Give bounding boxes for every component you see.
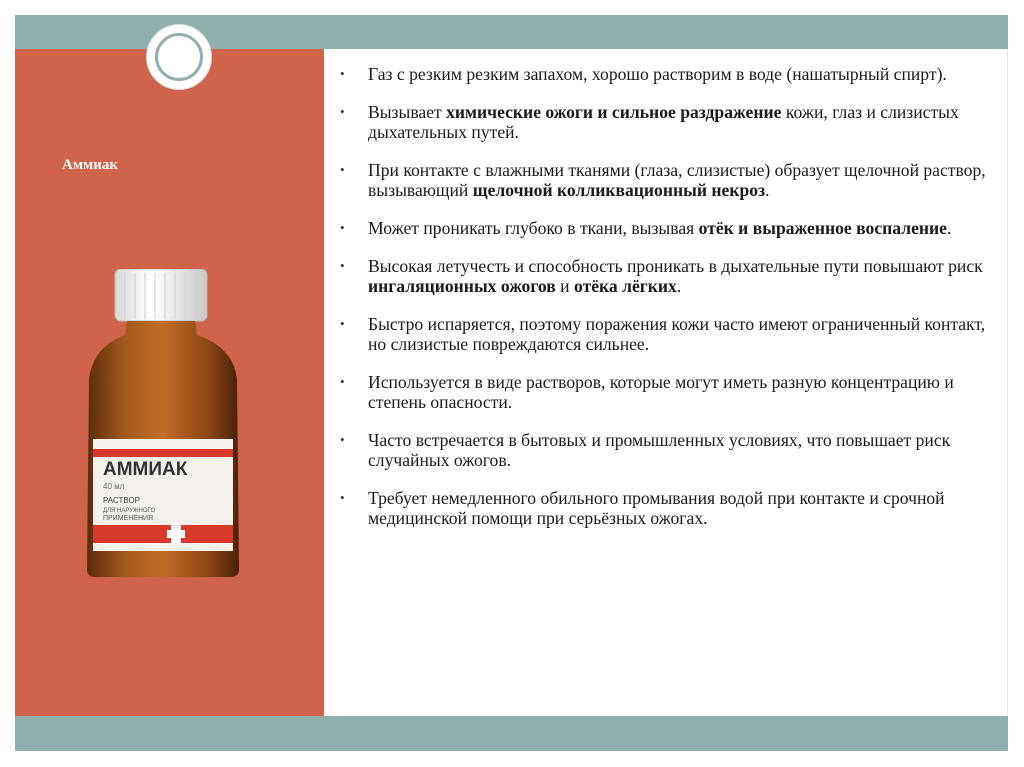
ammonia-bottle-image — [83, 269, 243, 579]
bullet-marker: • — [340, 490, 345, 505]
bottle-label-volume: 40 мл — [103, 482, 125, 491]
bullet-item — [340, 488, 1000, 528]
bullet-marker: • — [340, 66, 345, 81]
bullet-text: Быстро испаряется, поэтому поражения кожи часто имеют ограниченный контакт, но слизистые повреждаются сильнее. — [368, 314, 986, 354]
bullet-item — [340, 160, 1000, 200]
bullet-item — [340, 372, 1000, 412]
bullet-bold-text: ингаляционных ожогов — [368, 276, 556, 296]
bullet-text: Газ с резким резким запахом, хорошо растворим в воде (нашатырный спирт). — [368, 64, 947, 84]
bottle-label-line1: РАСТВОР — [103, 496, 140, 505]
bullet-marker: • — [340, 258, 345, 273]
bullet-item — [340, 314, 1000, 354]
bullet-text: . — [676, 276, 682, 296]
bullet-item — [340, 64, 1000, 84]
bullet-text: Используется в виде растворов, которые могут иметь разную концентрацию и степень опасности. — [368, 372, 954, 412]
bullet-text: При контакте с влажными тканями (глаза, слизистые) образует щелочной раствор, вызывающий — [368, 160, 986, 200]
bottom-band — [15, 716, 1008, 751]
bullet-text: Высокая летучесть и способность проникать в дыхательные пути повышают риск — [368, 256, 983, 276]
decorative-ring-icon — [146, 24, 212, 90]
bullet-marker: • — [340, 104, 345, 119]
bullet-item — [340, 218, 1000, 238]
bullet-text: . — [765, 180, 770, 200]
bullet-item — [340, 102, 1000, 142]
bullet-text: Часто встречается в бытовых и промышленных условиях, что повышает риск случайных ожогов. — [368, 430, 951, 470]
bullet-list — [340, 64, 1000, 546]
bullet-item — [340, 256, 1000, 296]
bullet-text: Вызывает — [368, 102, 447, 122]
bullet-text: кожи, глаз и слизистых дыхательных путей. — [368, 102, 959, 142]
bottle-label-line3: ПРИМЕНЕНИЯ — [103, 515, 154, 522]
bullet-marker: • — [340, 432, 345, 447]
bullet-text: и — [555, 276, 574, 296]
bullet-bold-text: химические ожоги и сильное раздражение — [446, 102, 782, 122]
bullet-item — [340, 430, 1000, 470]
bullet-text: Может проникать глубоко в ткани, вызывая — [368, 218, 699, 238]
bullet-marker: • — [340, 220, 345, 235]
bullet-bold-text: щелочной колликвационный некроз — [472, 180, 766, 200]
bullet-bold-text: отёка лёгких — [574, 276, 677, 296]
bullet-marker: • — [340, 162, 345, 177]
bottle-label-line2: ДЛЯ НАРУЖНОГО — [103, 508, 156, 514]
bullet-marker: • — [340, 316, 345, 331]
bullet-bold-text: отёк и выраженное воспаление — [698, 218, 947, 238]
slide-title: Аммиак — [62, 157, 119, 173]
bullet-text: . — [946, 218, 952, 238]
bullet-marker: • — [340, 374, 345, 389]
left-panel — [15, 49, 324, 716]
bottle-label-name: АММИАК — [103, 459, 188, 480]
bullet-text: Требует немедленного обильного промывания водой при контакте и срочной медицинской помощи при серьёзных ожогах. — [368, 488, 945, 528]
